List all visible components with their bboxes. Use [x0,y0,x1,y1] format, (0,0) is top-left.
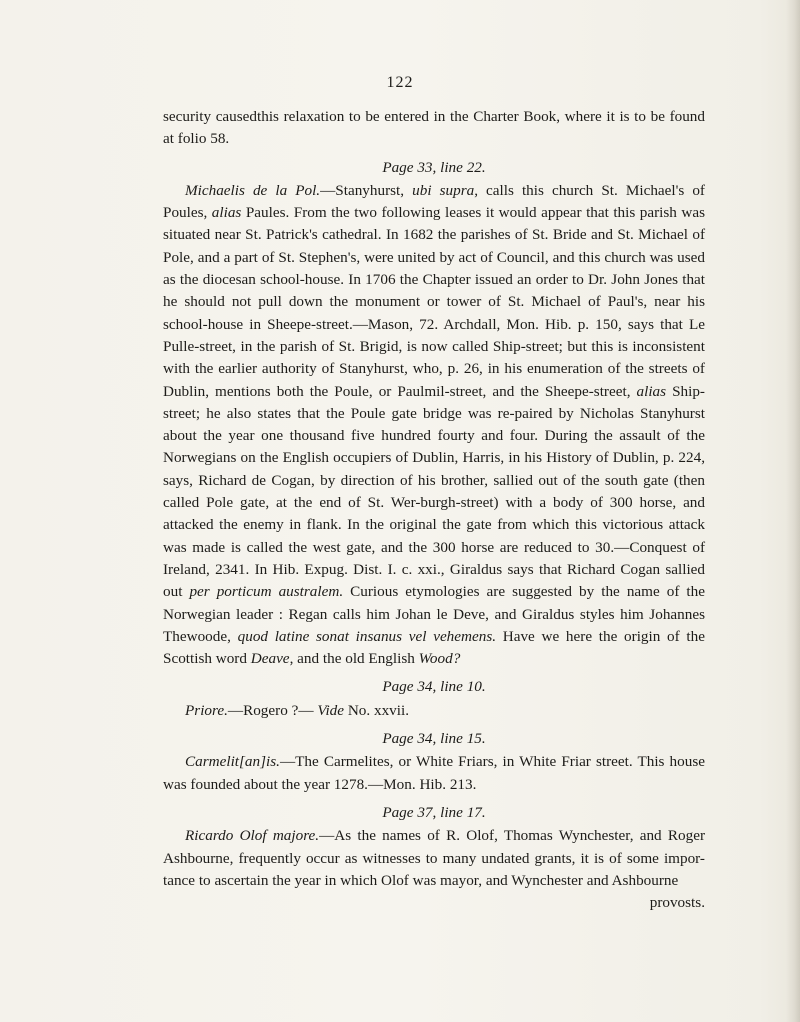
h2-run-1: 34, [413,678,441,696]
h1-run-1: 33, [413,158,441,176]
p1-run-9: Curious etymologies are suggested by the name of the Norwegian leader : Regan calls him Johan le Deve, and Giraldus styles him Johannes Thewoode, [163,583,705,645]
h1-run-3: 22. [462,158,486,176]
paragraph-continuation [163,106,705,151]
p4-run-1: —As the names of R. Olof, Thomas Wynchester, and Roger Ashbourne, frequently occur as witnesses to many undated grants, it is of some impor-tance to ascertain the year in which Olof was mayor, and Wynchester and Ashbourne [163,827,705,889]
p1-run-1: —Stanyhurst, [320,181,413,199]
h1-run-2: line [440,158,463,176]
p0-run-0: security causedthis relaxation to be entered in the Charter Book, where it is to be found at folio 58. [163,108,705,148]
p2-run-1: —Rogero ?— [227,701,318,719]
h1-run-0: Page [382,158,414,176]
heading-page-34-line-15 [163,728,705,750]
heading-page-37-line-17 [163,802,705,824]
h3-run-3: 15. [462,730,486,748]
h2-run-2: line [440,678,463,696]
p2-run-0: Priore. [185,701,228,719]
h4-run-1: 37, [413,803,441,821]
p1-run-12: Deave [250,650,290,668]
p1-run-0: Michaelis de la Pol. [185,181,321,199]
page-number: 122 [386,74,414,91]
p4-run-0: Ricardo Olof majore. [185,827,320,845]
h3-run-1: 34, [413,730,441,748]
paragraph-ricardo-olof [163,825,705,892]
h3-run-2: line [440,730,463,748]
body-text [163,106,705,914]
p1-run-14: Wood? [418,650,461,668]
h2-run-3: 10. [462,678,486,696]
p1-run-11: Have we here the origin of the Scottish word [163,627,705,668]
p1-run-7: Ship-street; he also states that the Poule gate bridge was re-paired by Nicholas Stanyhurst about the year one thousand five hundred fourty and four. During the assault of the Norwegians on the English occupiers of Dublin, Harris, in his History of Dublin, p. 224, says, Richard de Cogan, by direction of his brother, sallied out of the south gate (then called Pole gate, at the end of St. Wer-burgh-street) with a body of 300 horse, and attacked the enemy in flank. In the original the gate from which this victorious attack was made is called the west gate, and the 300 horse are reduced to 30.—Conquest of Ireland, 2341. In Hib. Expug. Dist. I. c. xxi., Giraldus says that Richard Cogan sallied out [163,382,705,601]
p1-run-5: Paules. From the two following leases it would appear that this parish was situated near St. Patrick's cathedral. In 1682 the parishes of St. Bride and St. Michael of Pole, and a part of St. Stephen's, were united by act of Council, and this church was used as the diocesan school-house. In 1706 the Chapter issued an order to Dr. John Jones that he should not pull down the monument or tower of St. Michael of Paul's, near his school-house in Sheepe-street.—Mason, 72. Archdall, Mon. Hib. p. 150, says that Le Pulle-street, in the parish of St. Brigid, is now called Ship-street; but this is inconsistent with the earlier authority of Stanyhurst, who, p. 26, in his enumeration of the streets of Dublin, mentions both the Poule, or Paulmil-street, and the Sheepe-street, [163,204,705,400]
h4-run-3: 17. [462,803,486,821]
heading-page-34-line-10 [163,676,705,698]
h4-run-2: line [440,803,463,821]
paragraph-priore [163,700,705,722]
h2-run-0: Page [382,678,414,696]
p5-run-0: provosts. [649,894,705,912]
p1-run-3: , calls this church St. Michael's of Poules, [163,181,705,222]
p1-run-8: per porticum australem. [189,583,344,601]
p1-run-2: ubi supra [412,181,475,199]
p1-run-13: , and the old English [289,650,419,668]
p1-run-6: alias [636,382,667,400]
paragraph-michaelis [163,180,705,671]
h4-run-0: Page [382,803,414,821]
p1-run-4: alias [211,204,242,222]
p3-run-0: Carmelit[an]is. [185,753,280,771]
paragraph-carmelitanis [163,751,705,796]
p1-run-10: quod latine sonat insanus vel vehemens. [237,627,497,645]
p2-run-3: No. xxvii. [344,701,410,719]
paragraph-final-word [163,892,705,914]
h3-run-0: Page [382,730,414,748]
p2-run-2: Vide [317,701,345,719]
page-edge-shadow [786,0,800,1022]
p3-run-1: —The Carmelites, or White Friars, in White Friar street. This house was founded about the year 1278.—Mon. Hib. 213. [163,753,705,793]
heading-page-33-line-22 [163,157,705,179]
